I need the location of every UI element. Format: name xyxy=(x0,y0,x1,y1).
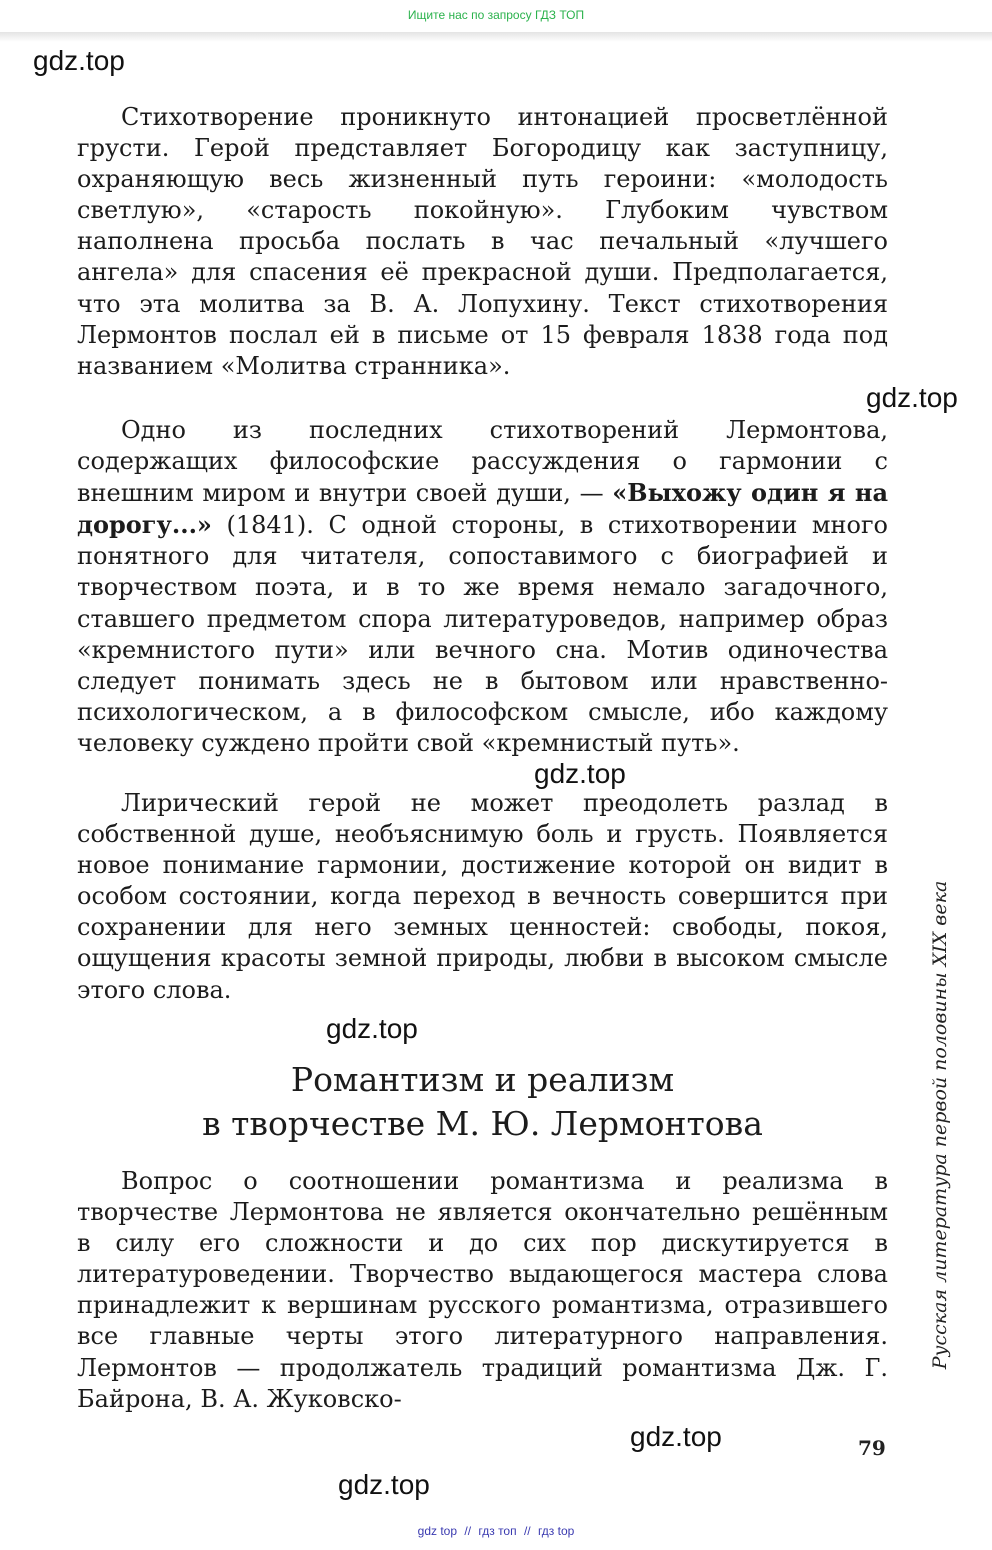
footer-link[interactable]: gdz top xyxy=(417,1524,458,1538)
section-heading-line1: Романтизм и реализм xyxy=(290,1060,675,1099)
top-banner[interactable]: Ищите нас по запросу ГДЗ ТОП xyxy=(407,8,585,22)
watermark: gdz.top xyxy=(338,1469,430,1500)
paragraph-text: (1841). С одной стороны, в стихотворении много понятного для читателя, сопоставимого с биографией и творчеством поэта, и в то же время немало загадочного, ставшего предметом спора литературоведов, например образ «кремнистого пути» или вечного сна. Мотив одиночества следует понимать здесь не в бытовом или нравственно-психологическом, а в философском смысле, ибо каждому человеку суждено пройти свой «кремнистый путь». xyxy=(77,511,888,757)
watermark: gdz.top xyxy=(33,45,125,76)
footer-separator: // xyxy=(523,1524,531,1538)
page-divider xyxy=(0,32,992,42)
paragraph-romanticism: Вопрос о соотношении романтизма и реализма в творчестве Лермонтова не является окончательно решённым в силу его сложности и до сих пор дискутируется в литературоведении. Творчество выдающегося мастера слова принадлежит к вершинам русского романтизма, отразившего все главные черты этого литературного направления. Лермонтов — продолжатель традиций романтизма Дж. Г. Байрона, В. А. Жуковско- xyxy=(77,1167,888,1413)
watermark: gdz.top xyxy=(630,1421,722,1452)
poem-title-bold: «Выхожу один я на дорогу...» xyxy=(77,478,888,540)
footer-link[interactable]: гдз топ xyxy=(478,1524,517,1538)
page-number: 79 xyxy=(858,1436,886,1460)
footer-link[interactable]: гдз top xyxy=(537,1524,575,1538)
paragraph-text: Одно из последних стихотворений Лермонтова, содержащих философские рассуждения о гармонии с внешним миром и внутри своей души, — xyxy=(77,416,888,508)
section-heading-line2: в творчестве М. Ю. Лермонтова xyxy=(202,1104,763,1143)
paragraph-vykhozhu xyxy=(77,415,888,759)
paragraph-lyrical-hero: Лирический герой не может преодолеть разлад в собственной душе, необъяснимую боль и грусть. Появляется новое понимание гармонии, достижение которой он видит в особом состоянии, когда переход в вечность совершится при сохранении для него земных ценностей: свободы, покоя, ощущения красоты земной природы, любви в высоком смысле этого слова. xyxy=(77,789,888,1004)
paragraph-prayer: Стихотворение проникнуто интонацией просветлённой грусти. Герой представляет Богородицу как заступницу, охраняющую весь жизненный путь героини: «молодость светлую», «старость покойную». Глубоким чувством наполнена просьба послать в час печальный «лучшего ангела» для спасения её прекрасной души. Предполагается, что эта молитва за В. А. Лопухину. Текст стихотворения Лермонтов послал ей в письме от 15 февраля 1838 года под названием «Молитва странника». xyxy=(77,103,888,380)
watermark: gdz.top xyxy=(866,382,958,413)
watermark: gdz.top xyxy=(326,1013,418,1044)
footer-separator: // xyxy=(464,1524,472,1538)
running-section-title: Русская литература первой половины XIX века xyxy=(929,880,951,1370)
footer-links xyxy=(0,1524,992,1538)
watermark: gdz.top xyxy=(534,758,626,789)
